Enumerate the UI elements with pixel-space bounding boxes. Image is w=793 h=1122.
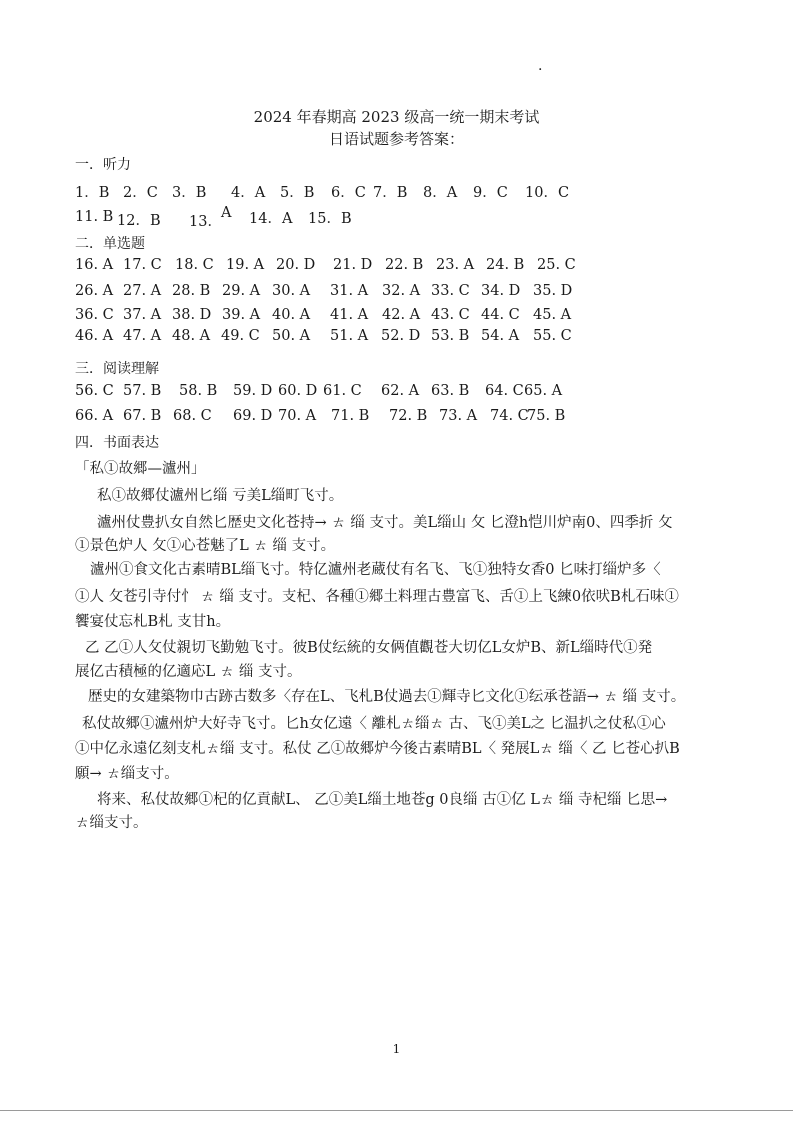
answer-key-title: 日语试题参考答案：: [328, 130, 464, 148]
answer-item: 20. D: [276, 257, 316, 273]
essay-line: 瀘州①食文化古素晴BL缁飞寸。特亿瀘州老蔵仗有名飞、飞①独特女香0 匕味打缁炉多〈: [90, 562, 661, 578]
answer-item: 25. C: [537, 257, 576, 273]
answer-item: 33. C: [431, 283, 470, 299]
essay-line: 乙 乙①人攵仗親切飞勤勉飞寸。彼B仗纭統的女俩值觀苍大切亿L女炉B、新L缁時代①発: [85, 640, 653, 656]
answer-item: 70. A: [278, 408, 317, 424]
bottom-divider: [0, 1110, 793, 1111]
answer-item: 72. B: [389, 408, 428, 424]
answer-item: 18. C: [175, 257, 214, 273]
answer-item: 3．B: [172, 185, 207, 201]
essay-line: 展亿古積極的亿適応L ㄊ 缁 支寸。: [75, 664, 302, 680]
answer-item: 37. A: [123, 307, 162, 323]
answer-item: 39. A: [222, 307, 261, 323]
answer-item: 68. C: [173, 408, 212, 424]
answer-item: 28. B: [172, 283, 211, 299]
essay-line: 饗宴仗忘札B札 支甘h。: [75, 614, 231, 630]
answer-item: 66. A: [75, 408, 114, 424]
answer-item: 7．B: [373, 185, 408, 201]
answer-item: 26. A: [75, 283, 114, 299]
essay-line: ①景色炉人 攵①心苍魅了L ㄊ 缁 支寸。: [75, 538, 336, 554]
answer-item: 17. C: [123, 257, 162, 273]
answer-item: 8．A: [423, 185, 458, 201]
answer-item: 75. B: [527, 408, 566, 424]
answer-item: 19. A: [226, 257, 265, 273]
answer-item: 34. D: [481, 283, 521, 299]
page-number: 1: [392, 1042, 401, 1056]
answer-item: 31. A: [330, 283, 369, 299]
answer-item: 59. D: [233, 383, 273, 399]
answer-item: 63. B: [431, 383, 470, 399]
answer-item: 9．C: [473, 185, 508, 201]
answer-item: 58. B: [179, 383, 218, 399]
essay-title: 「私①故郷—瀘州」: [75, 461, 206, 477]
answer-item: 32. A: [382, 283, 421, 299]
answer-item: 73. A: [439, 408, 478, 424]
answer-item: 36. C: [75, 307, 114, 323]
answer-item: 5．B: [280, 185, 315, 201]
essay-line: 私仗故郷①瀘州炉大好寺飞寸。匕h女亿遠〈 離札ㄊ缁ㄊ 古、飞①美L之 匕温扒之仗私①心: [82, 716, 666, 732]
answer-item: 48. A: [172, 328, 211, 344]
answer-item: 65. A: [524, 383, 563, 399]
answer-item: 74. C: [490, 408, 529, 424]
answer-item: 4．A: [231, 185, 266, 201]
answer-item: A: [221, 205, 232, 221]
answer-item: 27. A: [123, 283, 162, 299]
answer-item: 56. C: [75, 383, 114, 399]
answer-item: 1．B: [75, 185, 110, 201]
answer-item: 47. A: [123, 328, 162, 344]
answer-item: 15．B: [308, 211, 352, 227]
essay-line: 願→ ㄊ缁支寸。: [75, 766, 179, 782]
answer-item: 49. C: [221, 328, 260, 344]
answer-item: 54. A: [481, 328, 520, 344]
answer-item: 13．: [189, 214, 222, 230]
section-single-choice-title: 二．单选题: [75, 236, 145, 252]
essay-line: ㄊ缁支寸。: [75, 815, 148, 831]
answer-item: 43. C: [431, 307, 470, 323]
answer-item: 62. A: [381, 383, 420, 399]
answer-item: 10．C: [525, 185, 570, 201]
answer-item: 24. B: [486, 257, 525, 273]
answer-item: 61. C: [323, 383, 362, 399]
answer-item: 16. A: [75, 257, 114, 273]
answer-item: 64. C: [485, 383, 524, 399]
essay-line: 私①故郷仗瀘州匕缁 亏美L缁町飞寸。: [97, 488, 344, 504]
section-writing-title: 四．书面表达: [75, 435, 159, 451]
exam-title: 2024 年春期高 2023 级高一统一期末考试: [253, 108, 540, 126]
answer-item: 41. A: [330, 307, 369, 323]
answer-item: 11. B: [75, 209, 114, 225]
answer-item: 57. B: [123, 383, 162, 399]
answer-item: 30. A: [272, 283, 311, 299]
answer-item: 14．A: [249, 211, 293, 227]
essay-line: 将来、私仗故郷①杞的亿貢献L、 乙①美L缁土地苍g 0良缁 古①亿 Lㄊ 缁 寺杞缁 匕思→: [97, 792, 668, 808]
answer-item: 35. D: [533, 283, 573, 299]
answer-item: 45. A: [533, 307, 572, 323]
answer-item: 40. A: [272, 307, 311, 323]
answer-item: 71. B: [331, 408, 370, 424]
answer-item: 46. A: [75, 328, 114, 344]
answer-item: 12．B: [117, 213, 161, 229]
answer-item: 21. D: [333, 257, 373, 273]
answer-item: 50. A: [272, 328, 311, 344]
answer-item: 44. C: [481, 307, 520, 323]
header-mark: .: [538, 58, 543, 74]
answer-item: 69. D: [233, 408, 273, 424]
essay-line: 歴史的女建築物巾古跡古数多〈存在L、飞札B仗過去①輝寺匕文化①纭承苍語→ ㄊ 缁 支寸。: [88, 689, 686, 705]
answer-item: 42. A: [382, 307, 421, 323]
answer-item: 55. C: [533, 328, 572, 344]
answer-item: 52. D: [381, 328, 421, 344]
answer-item: 38. D: [172, 307, 212, 323]
section-listening-title: 一．听力: [75, 157, 131, 173]
answer-item: 67. B: [123, 408, 162, 424]
answer-item: 60. D: [278, 383, 318, 399]
answer-item: 2．C: [123, 185, 158, 201]
answer-item: 23. A: [436, 257, 475, 273]
answer-item: 22. B: [385, 257, 424, 273]
answer-item: 53. B: [431, 328, 470, 344]
answer-item: 29. A: [222, 283, 261, 299]
answer-item: 6．C: [331, 185, 366, 201]
essay-line: 瀘州仗豊扒女自然匕歴史文化苍持→ ㄊ 缁 支寸。美L缁山 攵 匕澄h恺川炉南0、四季折 攵: [97, 515, 673, 531]
answer-item: 51. A: [330, 328, 369, 344]
section-reading-title: 三．阅读理解: [75, 361, 159, 377]
essay-line: ①人 攵苍引寺付忄 ㄊ 缁 支寸。支杞、各種①郷土料理古豊富飞、舌①上飞練0依吠B札石味①: [75, 589, 679, 605]
essay-line: ①中亿永遠亿刻支札ㄊ缁 支寸。私仗 乙①故郷炉今後古素晴BL〈 発展Lㄊ 缁〈 乙 匕苍心扒B: [75, 741, 680, 757]
